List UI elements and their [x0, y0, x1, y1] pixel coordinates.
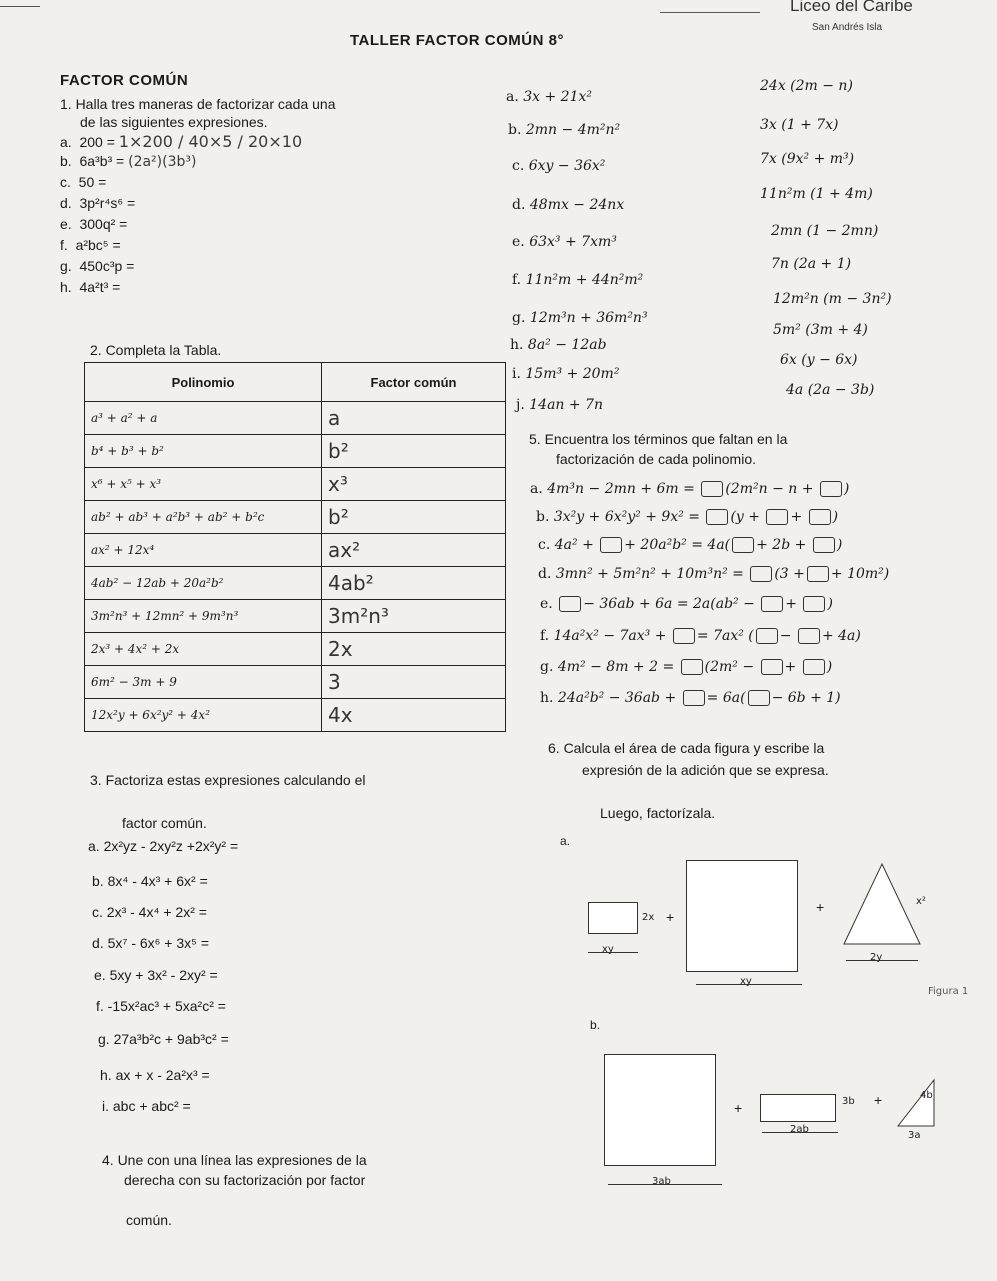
ex3-item: g. 27a³b²c + 9ab³c² = — [98, 1031, 229, 1047]
ex3-item: f. -15x²ac³ + 5xa²c² = — [96, 998, 226, 1014]
match-left-item[interactable]: d. 48mx − 24nx — [512, 197, 625, 213]
table-row: ax² + 12x⁴ ax² — [85, 534, 506, 567]
blank-box[interactable] — [683, 690, 705, 706]
ex3-item: a. 2x²yz - 2xy²z +2x²y² = — [88, 838, 239, 854]
ex5-item: e. − 36ab + 6a = 2a(ab² − + ) — [540, 596, 833, 612]
ex6-title: 6. Calcula el área de cada figura y escribe la — [548, 740, 825, 756]
ex5-item: a. 4m³n − 2mn + 6m = (2m²n − n + ) — [530, 481, 850, 497]
match-left-item[interactable]: g. 12m³n + 36m²n³ — [512, 310, 648, 326]
figure-b-square-width: 3ab — [652, 1176, 671, 1187]
blank-box[interactable] — [750, 566, 772, 582]
figure-b-square — [604, 1054, 716, 1166]
match-right-item[interactable]: 7x (9x² + m³) — [760, 151, 855, 167]
blank-box[interactable] — [706, 509, 728, 525]
match-left-item[interactable]: h. 8a² − 12ab — [510, 337, 607, 353]
blank-box[interactable] — [766, 509, 788, 525]
blank-box[interactable] — [681, 659, 703, 675]
match-right-item[interactable]: 4a (2a − 3b) — [786, 382, 875, 398]
ex5-item: b. 3x²y + 6x²y² + 9x² = (y + + ) — [536, 509, 839, 525]
blank-box[interactable] — [559, 596, 581, 612]
plus-sign: + — [874, 1092, 883, 1108]
ex3-item: i. abc + abc² = — [102, 1098, 191, 1114]
ex6-a-label: a. — [560, 834, 571, 848]
ex2-title: 2. Completa la Tabla. — [90, 342, 222, 358]
blank-box[interactable] — [798, 628, 820, 644]
ex5-item: f. 14a²x² − 7ax³ + = 7ax² ( − + 4a) — [540, 628, 861, 644]
figure-b-rect-height: 3b — [842, 1096, 855, 1107]
table-row: ab² + ab³ + a²b³ + ab² + b²c b² — [85, 501, 506, 534]
table-header-factor: Factor común — [322, 363, 506, 402]
ex4-title: 4. Une con una línea las expresiones de la — [102, 1152, 367, 1168]
figure-b-rect-width: 2ab — [790, 1124, 809, 1135]
ex3-item: d. 5x⁷ - 6x⁶ + 3x⁵ = — [92, 935, 210, 951]
school-location: San Andrés Isla — [812, 22, 883, 33]
table-row: 4ab² − 12ab + 20a²b² 4ab² — [85, 567, 506, 600]
plus-sign: + — [734, 1100, 743, 1116]
ex4-title-2: derecha con su factorización por factor — [124, 1172, 366, 1188]
figure-b-rect — [760, 1094, 836, 1122]
page-title: TALLER FACTOR COMÚN 8° — [350, 32, 564, 49]
table-row: a³ + a² + a a — [85, 402, 506, 435]
table-row: x⁶ + x⁵ + x³ x³ — [85, 468, 506, 501]
figure-a-square-width: xy — [740, 976, 752, 987]
factor-table — [84, 362, 506, 732]
match-right-item[interactable]: 12m²n (m − 3n²) — [773, 291, 892, 307]
plus-sign: + — [816, 899, 825, 915]
figure-b-triangle — [896, 1078, 936, 1128]
blank-box[interactable] — [701, 481, 723, 497]
blank-box[interactable] — [820, 481, 842, 497]
ex6-b-label: b. — [590, 1018, 601, 1032]
ex5-item: g. 4m² − 8m + 2 = (2m² − + ) — [540, 659, 833, 675]
ex3-item: e. 5xy + 3x² - 2xy² = — [94, 967, 218, 983]
match-right-item[interactable]: 7n (2a + 1) — [771, 256, 852, 272]
match-right-item[interactable]: 6x (y − 6x) — [780, 352, 858, 368]
figure-a-square — [686, 860, 798, 972]
ex3-item: h. ax + x - 2a²x³ = — [100, 1067, 210, 1083]
figure-a-rect-width: xy — [602, 944, 614, 955]
blank-box[interactable] — [761, 596, 783, 612]
figure-b-triangle-width: 3a — [908, 1130, 921, 1141]
table-row: b⁴ + b³ + b² b² — [85, 435, 506, 468]
table-row: 12x²y + 6x²y² + 4x² 4x — [85, 699, 506, 732]
ex1-item: g. 450c³p = — [60, 258, 135, 274]
match-left-item[interactable]: f. 11n²m + 44n²m² — [512, 272, 644, 288]
ex3-title-2: factor común. — [122, 815, 207, 831]
match-right-item[interactable]: 2mn (1 − 2mn) — [771, 223, 879, 239]
blank-box[interactable] — [803, 596, 825, 612]
ex6-title-3: Luego, factorízala. — [600, 805, 716, 821]
blank-box[interactable] — [813, 537, 835, 553]
ex1-item: b. 6a³b³ = (2a²)(3b³) — [60, 153, 197, 170]
ex5-item: d. 3mn² + 5m²n² + 10m³n² = (3 + + 10m²) — [538, 566, 890, 582]
blank-box[interactable] — [809, 509, 831, 525]
match-right-item[interactable]: 24x (2m − n) — [760, 78, 853, 94]
table-row: 2x³ + 4x² + 2x 2x — [85, 633, 506, 666]
ex1-item: c. 50 = — [60, 174, 107, 190]
ex1-item: h. 4a²t³ = — [60, 279, 121, 295]
figure-a-rect — [588, 902, 638, 934]
ex5-item: h. 24a²b² − 36ab + = 6a( − 6b + 1) — [540, 690, 841, 706]
match-right-item[interactable]: 5m² (3m + 4) — [773, 322, 868, 338]
handwritten-answer: 1×200 / 40×5 / 20×10 — [118, 132, 303, 151]
ex1-item: d. 3p²r⁴s⁶ = — [60, 195, 136, 211]
ex4-title-3: común. — [126, 1212, 172, 1228]
figure-a-rect-height: 2x — [642, 912, 655, 923]
figure-a-triangle — [842, 862, 922, 946]
table-header-polinomio: Polinomio — [85, 363, 322, 402]
ex5-item: c. 4a² + + 20a²b² = 4a( + 2b + ) — [538, 537, 843, 553]
ex5-title: 5. Encuentra los términos que faltan en la — [529, 431, 788, 447]
figure-b-triangle-height: 4b — [920, 1090, 933, 1101]
figure-a-triangle-height: x² — [916, 896, 926, 907]
match-left-item[interactable]: a. 3x + 21x² — [506, 89, 593, 105]
ex1-instruction: 1. Halla tres maneras de factorizar cada una — [60, 96, 336, 112]
ex1-instruction-2: de las siguientes expresiones. — [80, 114, 268, 130]
blank-box[interactable] — [600, 537, 622, 553]
plus-sign: + — [666, 909, 675, 925]
ex3-item: b. 8x⁴ - 4x³ + 6x² = — [92, 873, 208, 889]
handwritten-answer: (2a²)(3b³) — [128, 154, 197, 170]
ex1-item: f. a²bc⁵ = — [60, 237, 121, 253]
ex3-title: 3. Factoriza estas expresiones calculando el — [90, 772, 366, 788]
section-title: FACTOR COMÚN — [60, 72, 189, 89]
match-left-item[interactable]: j. 14an + 7n — [516, 397, 603, 413]
ex6-title-2: expresión de la adición que se expresa. — [582, 762, 829, 778]
ex1-item: a. 200 = 1×200 / 40×5 / 20×10 — [60, 132, 303, 151]
match-left-item[interactable]: b. 2mn − 4m²n² — [508, 122, 621, 138]
table-row: 3m²n³ + 12mn² + 9m³n³ 3m²n³ — [85, 600, 506, 633]
blank-box[interactable] — [803, 659, 825, 675]
ex1-item: e. 300q² = — [60, 216, 128, 232]
blank-box[interactable] — [732, 537, 754, 553]
school-name: Liceo del Caribe — [790, 0, 913, 15]
blank-box[interactable] — [673, 628, 695, 644]
figure-caption: Figura 1 — [928, 986, 969, 997]
match-right-item[interactable]: 3x (1 + 7x) — [760, 117, 839, 133]
blank-box[interactable] — [748, 690, 770, 706]
blank-box[interactable] — [756, 628, 778, 644]
figure-a-triangle-width: 2y — [870, 952, 883, 963]
ex5-title-2: factorización de cada polinomio. — [556, 451, 757, 467]
match-left-item[interactable]: i. 15m³ + 20m² — [512, 366, 620, 382]
table-row: 6m² − 3m + 9 3 — [85, 666, 506, 699]
match-left-item[interactable]: e. 63x³ + 7xm³ — [512, 234, 617, 250]
ex3-item: c. 2x³ - 4x⁴ + 2x² = — [92, 904, 207, 920]
match-left-item[interactable]: c. 6xy − 36x² — [512, 158, 606, 174]
blank-box[interactable] — [761, 659, 783, 675]
match-right-item[interactable]: 11n²m (1 + 4m) — [760, 186, 873, 202]
blank-box[interactable] — [807, 566, 829, 582]
